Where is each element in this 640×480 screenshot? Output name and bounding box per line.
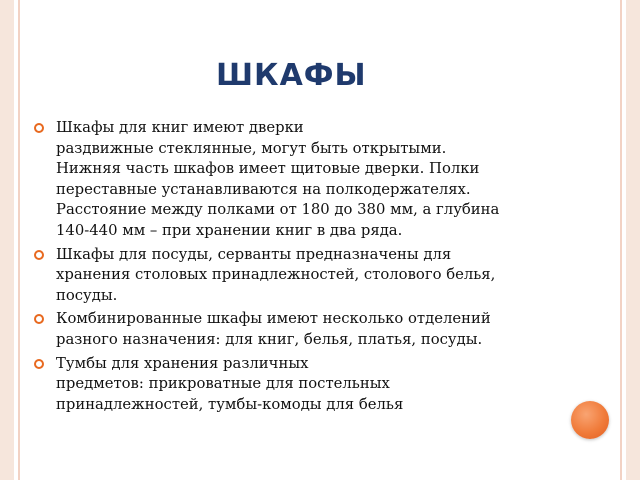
- text-line: 140-440 мм – при хранении книг в два ряда.: [56, 221, 403, 239]
- decorative-orange-circle: [571, 401, 609, 439]
- left-border-stripe: [18, 0, 20, 480]
- text-line: разного назначения: для книг, белья, платья, посуды.: [56, 330, 483, 348]
- text-line: предметов: прикроватные для постельных: [56, 375, 390, 393]
- bullet-ring-icon: [34, 359, 44, 369]
- bullet-ring-icon: [34, 250, 44, 260]
- slide-title: ШКАФЫ: [216, 58, 367, 93]
- bullet-item-nightstands: [34, 354, 554, 416]
- text-line: Шкафы для посуды, серванты предназначены для: [56, 245, 452, 263]
- bullet-text: [56, 309, 554, 350]
- bullet-text: [56, 354, 554, 416]
- bullet-text: [56, 245, 554, 307]
- bullet-ring-icon: [34, 314, 44, 324]
- text-line: Комбинированные шкафы имеют несколько отделений: [56, 310, 491, 328]
- text-line: переставные устанавливаются на полкодержателях.: [56, 180, 471, 198]
- text-line: хранения столовых принадлежностей, столового белья,: [56, 266, 496, 284]
- text-line: раздвижные стеклянные, могут быть открытыми.: [56, 139, 447, 157]
- text-line: посуды.: [56, 286, 118, 304]
- text-line: Нижняя часть шкафов имеет щитовые дверки. Полки: [56, 160, 480, 178]
- bullet-list: [34, 118, 554, 418]
- text-line: Расстояние между полками от 180 до 380 мм, а глубина: [56, 201, 500, 219]
- text-line: Тумбы для хранения различных: [56, 354, 309, 372]
- bullet-item-combined-cabinets: [34, 309, 554, 350]
- text-line: принадлежностей, тумбы-комоды для белья: [56, 395, 404, 413]
- text-line: Шкафы для книг имеют дверки: [56, 119, 304, 136]
- bullet-ring-icon: [34, 123, 44, 133]
- bullet-text: [56, 118, 554, 242]
- right-border-stripe: [620, 0, 622, 480]
- bullet-item-bookcases: [34, 118, 554, 242]
- bullet-item-dish-cabinets: [34, 245, 554, 307]
